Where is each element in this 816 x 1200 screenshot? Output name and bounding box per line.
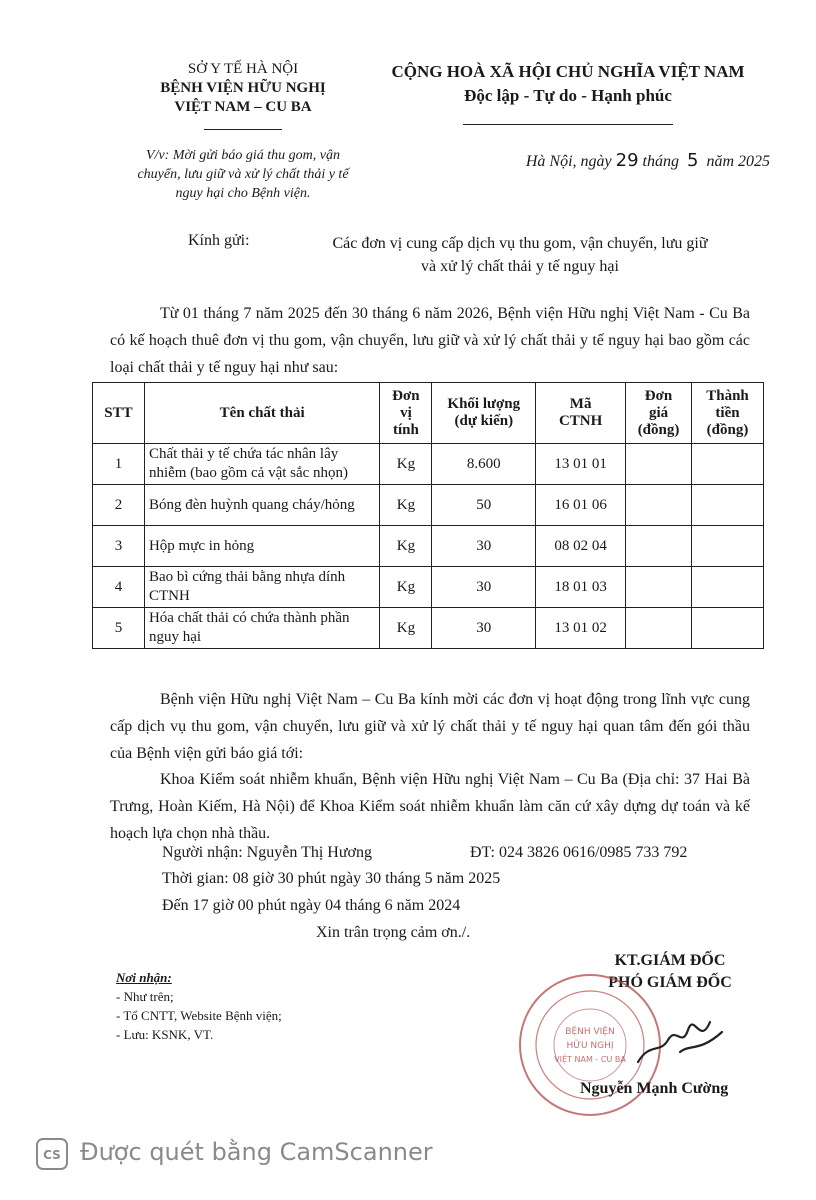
subject-line-2: chuyển, lưu giữ và xử lý chất thải y tế — [137, 167, 349, 182]
date-month: 5 — [686, 150, 699, 171]
issuer-underline — [204, 129, 282, 130]
time-from: Thời gian: 08 giờ 30 phút ngày 30 tháng 5 năm 2025 — [162, 870, 501, 887]
svg-text:BỆNH VIỆN: BỆNH VIỆN — [565, 1027, 615, 1037]
cell-total — [692, 444, 764, 485]
cell-code: 08 02 04 — [536, 526, 626, 567]
date-year: năm 2025 — [706, 153, 770, 170]
salutation-label: Kính gửi: — [188, 232, 250, 249]
cell-unit: Kg — [380, 608, 432, 649]
cell-total — [692, 526, 764, 567]
cell-price — [626, 526, 692, 567]
cell-stt: 5 — [93, 608, 145, 649]
cell-price — [626, 608, 692, 649]
header-total: Thành tiền (đồng) — [692, 383, 764, 444]
cell-unit: Kg — [380, 444, 432, 485]
header-stt: STT — [93, 383, 145, 444]
receiver-item: - Như trên; — [116, 989, 174, 1004]
header-quantity: Khối lượng (dự kiến) — [432, 383, 536, 444]
cell-code: 18 01 03 — [536, 567, 626, 608]
cell-unit: Kg — [380, 526, 432, 567]
date-line — [440, 150, 770, 171]
cell-total — [692, 567, 764, 608]
cell-name: Bóng đèn huỳnh quang cháy/hỏng — [144, 485, 380, 526]
waste-table — [92, 382, 764, 649]
cell-code: 16 01 06 — [536, 485, 626, 526]
table-row — [93, 608, 764, 649]
cell-total — [692, 608, 764, 649]
ministry-name: SỞ Y TẾ HÀ NỘI — [187, 61, 299, 77]
cell-unit: Kg — [380, 485, 432, 526]
date-day: 29 — [615, 150, 639, 171]
svg-text:HỮU NGHỊ: HỮU NGHỊ — [566, 1041, 614, 1051]
table-row — [93, 444, 764, 485]
header-unit: Đơn vị tính — [380, 383, 432, 444]
cell-quantity: 30 — [432, 567, 536, 608]
cell-name: Hóa chất thải có chứa thành phần nguy hại — [144, 608, 380, 649]
date-prefix: Hà Nội, ngày — [525, 153, 612, 170]
date-month-word: tháng — [642, 153, 679, 170]
cell-stt: 1 — [93, 444, 145, 485]
table-header-row — [93, 383, 764, 444]
signature-title-1: KT.GIÁM ĐỐC — [614, 952, 726, 969]
cell-quantity: 8.600 — [432, 444, 536, 485]
cell-quantity: 30 — [432, 526, 536, 567]
table-row — [93, 526, 764, 567]
table-row — [93, 485, 764, 526]
recipient-name: Người nhận: Nguyễn Thị Hương — [162, 844, 372, 861]
signature-title-2: PHÓ GIÁM ĐỐC — [608, 974, 732, 991]
receiver-item: - Lưu: KSNK, VT. — [116, 1027, 214, 1042]
receivers-title: Nơi nhận: — [116, 970, 172, 985]
cell-quantity: 30 — [432, 608, 536, 649]
thanks-line: Xin trân trọng cảm ơn./. — [316, 924, 471, 941]
hospital-name-line2: VIỆT NAM – CU BA — [174, 99, 312, 115]
cell-price — [626, 485, 692, 526]
receivers-block — [116, 968, 282, 1044]
camscanner-logo-icon — [36, 1138, 68, 1170]
cell-total — [692, 485, 764, 526]
national-header — [368, 60, 768, 132]
subject-block — [108, 146, 378, 203]
header-name: Tên chất thải — [144, 383, 380, 444]
salutation-line-2: và xử lý chất thải y tế nguy hại — [421, 258, 619, 275]
signer-name: Nguyễn Mạnh Cường — [580, 1080, 729, 1097]
cell-stt: 3 — [93, 526, 145, 567]
receiver-item: - Tổ CNTT, Website Bệnh viện; — [116, 1008, 282, 1023]
salutation-line-1: Các đơn vị cung cấp dịch vụ thu gom, vận chuyển, lưu giữ — [332, 235, 708, 252]
svg-text:VIỆT NAM - CU BA: VIỆT NAM - CU BA — [554, 1055, 626, 1064]
signature-scribble-icon — [630, 1012, 730, 1072]
invite-paragraph: Bệnh viện Hữu nghị Việt Nam – Cu Ba kính mời các đơn vị hoạt động trong lĩnh vực cung cấp dịch vụ thu gom, vận chuyển, lưu giữ và xử lý chất thải y tế nguy hại quan tâm đến gói thầu của Bệnh viện gửi báo giá tới: — [110, 691, 750, 762]
recipient-phone: ĐT: 024 3826 0616/0985 733 792 — [470, 844, 688, 861]
cell-code: 13 01 02 — [536, 608, 626, 649]
header-price: Đơn giá (đồng) — [626, 383, 692, 444]
intro-paragraph: Từ 01 tháng 7 năm 2025 đến 30 tháng 6 năm 2026, Bệnh viện Hữu nghị Việt Nam - Cu Ba có kế hoạch thuê đơn vị thu gom, vận chuyển, lưu giữ và xử lý chất thải y tế nguy hại bao gồm các loại chất thải y tế nguy hại như sau: — [110, 305, 750, 376]
subject-line-3: nguy hại cho Bệnh viện. — [175, 186, 311, 201]
table-row — [93, 567, 764, 608]
cell-name: Bao bì cứng thải bằng nhựa dính CTNH — [144, 567, 380, 608]
header-code: Mã CTNH — [536, 383, 626, 444]
cell-price — [626, 444, 692, 485]
salutation-text — [290, 232, 750, 278]
cell-price — [626, 567, 692, 608]
hospital-name-line1: BỆNH VIỆN HỮU NGHỊ — [160, 80, 326, 96]
country-name: CỘNG HOÀ XÃ HỘI CHỦ NGHĨA VIỆT NAM — [391, 62, 745, 81]
cell-name: Chất thải y tế chứa tác nhân lây nhiễm (bao gồm cả vật sắc nhọn) — [144, 444, 380, 485]
cell-name: Hộp mực in hỏng — [144, 526, 380, 567]
time-to: Đến 17 giờ 00 phút ngày 04 tháng 6 năm 2024 — [162, 897, 461, 914]
motto-underline — [463, 124, 673, 125]
motto: Độc lập - Tự do - Hạnh phúc — [464, 86, 672, 105]
cell-stt: 2 — [93, 485, 145, 526]
cell-unit: Kg — [380, 567, 432, 608]
subject-line-1: V/v: Mời gửi báo giá thu gom, vận — [146, 148, 340, 163]
cell-code: 13 01 01 — [536, 444, 626, 485]
svg-text:CS: CS — [43, 1148, 61, 1162]
camscanner-watermark: Được quét bằng CamScanner — [80, 1138, 433, 1166]
issuer-block — [118, 60, 368, 136]
cell-quantity: 50 — [432, 485, 536, 526]
cell-stt: 4 — [93, 567, 145, 608]
address-paragraph: Khoa Kiểm soát nhiễm khuẩn, Bệnh viện Hữu nghị Việt Nam – Cu Ba (Địa chỉ: 37 Hai Bà Trưng, Hoàn Kiếm, Hà Nội) để Khoa Kiểm soát nhiễm khuẩn làm căn cứ xây dựng dự toán và kế hoạch lựa chọn nhà thầu. — [110, 771, 750, 842]
